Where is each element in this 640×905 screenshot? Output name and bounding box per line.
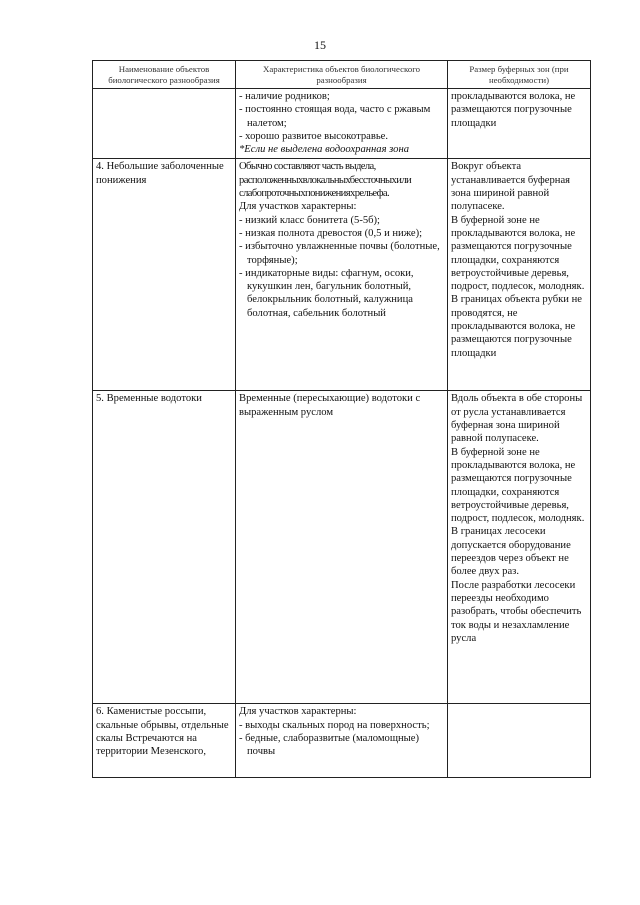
header-characteristics: Характеристика объектов биологического разнообразия [236,61,448,89]
cell-object-name: 5. Временные водотоки [93,391,236,704]
buffer-paragraph: В границах лесосеки допускается оборудование переездов через объект не более двух раз. [451,526,571,578]
cell-characteristics [236,159,448,391]
buffer-paragraph: прокладываются волока, не размещаются погрузочные площадки [451,91,576,129]
list-item: - низкий класс бонитета (5-5б); [239,214,380,226]
buffer-paragraph: После разработки лесосеки переезды необходимо разобрать, чтобы обеспечить ток воды и незахламление русла [451,579,582,644]
header-object-name: Наименование объектов биологического разнообразия [93,61,236,89]
buffer-paragraph: Вдоль объекта в обе стороны от русла устанавливается буферная зона шириной равной полупасеке. [451,393,583,445]
header-buffer-size: Размер буферных зон (при необходимости) [448,61,591,89]
characteristics-list [239,90,444,143]
buffer-paragraph: В буферной зоне не прокладываются волока, не размещаются погрузочные площадки, сохраняются ветроустойчивые деревья, подрост, подлесок, молодняк. [451,214,585,293]
table-row [93,159,591,391]
cell-buffer [448,391,591,704]
characteristics-list [239,214,444,320]
buffer-paragraph: В буферной зоне не прокладываются волока, не размещаются погрузочные площадки, сохраняются ветроустойчивые деревья, подрост, подлесок, молодняк. [451,446,585,525]
list-item: - индикаторные виды: сфагнум, осоки, кукушкин лен, багульник болотный, белокрыльник болотный, калужница болотная, сабельник болотный [239,267,414,319]
characteristics-list [239,719,444,759]
list-item: - бедные, слаборазвитые (маломощные) почвы [239,733,420,758]
footnote: *Если не выделена водоохранная зона [239,144,410,156]
table-row [93,89,591,159]
list-item: - хорошо развитое высокотравье. [239,130,389,142]
cell-characteristics [236,89,448,159]
list-item: - наличие родников; [239,91,330,102]
characteristics-intro: Обычно составляют часть выдела, расположенныхвлокальныхбессточныхили слабопроточныхпониженияхрельефа. [239,161,412,200]
page-number: 15 [314,38,326,52]
characteristics-intro: Временные (пересыхающие) водотоки с выраженным руслом [239,393,421,418]
biodiversity-table [92,60,591,778]
characteristics-intro: Для участков характерны: [239,706,357,718]
buffer-paragraph: В границах объекта рубки не проводятся, не прокладываются волока, не размещаются погрузочные площадки [451,294,582,359]
table-row [93,704,591,778]
list-item: - выходы скальных пород на поверхность; [239,719,430,731]
cell-characteristics [236,391,448,704]
cell-object-name [93,89,236,159]
list-item: - постоянно стоящая вода, часто с ржавым налетом; [239,104,431,129]
cell-buffer [448,89,591,159]
list-item: - низкая полнота древостоя (0,5 и ниже); [239,227,423,239]
cell-characteristics [236,704,448,778]
cell-object-name: 6. Каменистые россыпи, скальные обрывы, отдельные скалы Встречаются на территории Мезенского, [93,704,236,778]
buffer-paragraph: Вокруг объекта устанавливается буферная зона шириной равной полупасеке. [451,161,571,213]
cell-buffer [448,704,591,778]
cell-object-name: 4. Небольшие заболоченные понижения [93,159,236,391]
list-item: - избыточно увлажненные почвы (болотные, торфяные); [239,241,440,266]
table-row [93,391,591,704]
table-header-row [93,61,591,89]
cell-buffer [448,159,591,391]
characteristics-intro-2: Для участков характерны: [239,201,357,213]
